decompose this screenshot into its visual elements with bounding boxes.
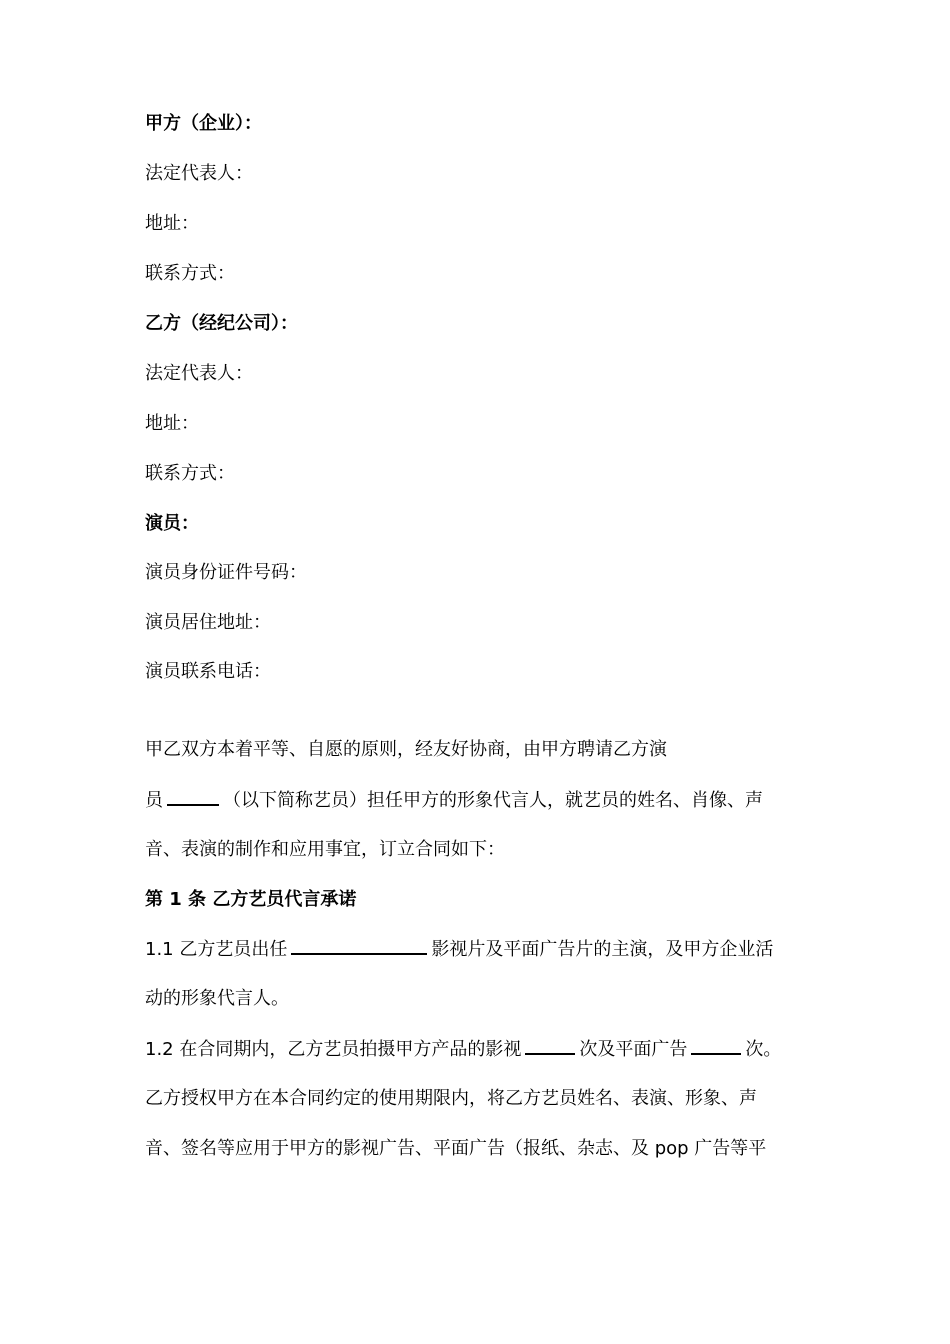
clause-1-1-line-2: 动的形象代言人。 — [145, 988, 289, 1009]
party-b-legal-rep: 法定代表人： — [145, 363, 253, 384]
party-b-heading: 乙方（经纪公司）： — [145, 313, 298, 334]
preamble-line-3: 音、表演的制作和应用事宜，订立合同如下： — [145, 839, 505, 860]
preamble-line-1: 甲乙双方本着平等、自愿的原则，经友好协商，由甲方聘请乙方演 — [145, 739, 667, 760]
party-a-heading: 甲方（企业）： — [145, 113, 262, 134]
party-a-legal-rep: 法定代表人： — [145, 163, 253, 184]
clause-1-2-line-3: 音、签名等应用于甲方的影视广告、平面广告（报纸、杂志、及 pop 广告等平 — [145, 1138, 767, 1159]
article-1-title: 第 1 条 乙方艺员代言承诺 — [145, 889, 357, 910]
actor-residence: 演员居住地址： — [145, 612, 271, 633]
preamble-line-2-start: 员 — [145, 790, 163, 811]
actor-name-blank — [167, 788, 219, 806]
product-blank — [291, 937, 427, 955]
clause-1-1-start: 1.1 乙方艺员出任 — [145, 939, 288, 960]
party-a-contact: 联系方式： — [145, 263, 235, 284]
party-b-address: 地址： — [145, 413, 199, 434]
preamble-line-2-rest: （以下简称艺员）担任甲方的形象代言人，就艺员的姓名、肖像、声 — [223, 790, 763, 811]
clause-1-1-rest: 影视片及平面广告片的主演，及甲方企业活 — [431, 939, 774, 960]
video-count-blank — [525, 1037, 575, 1055]
actor-heading: 演员： — [145, 513, 199, 534]
clause-1-2-mid: 次及平面广告 — [579, 1039, 688, 1060]
clause-1-2-end: 次。 — [745, 1039, 782, 1060]
clause-1-2-line-2: 乙方授权甲方在本合同约定的使用期限内，将乙方艺员姓名、表演、形象、声 — [145, 1088, 757, 1109]
party-b-contact: 联系方式： — [145, 463, 235, 484]
actor-id-number: 演员身份证件号码： — [145, 562, 307, 583]
actor-phone: 演员联系电话： — [145, 661, 271, 682]
preamble-line-2 — [145, 788, 763, 813]
party-a-address: 地址： — [145, 213, 199, 234]
clause-1-1-line-1 — [145, 937, 773, 962]
clause-1-2-line-1 — [145, 1037, 781, 1062]
print-count-blank — [691, 1037, 741, 1055]
clause-1-2-start: 1.2 在合同期内，乙方艺员拍摄甲方产品的影视 — [145, 1039, 522, 1060]
